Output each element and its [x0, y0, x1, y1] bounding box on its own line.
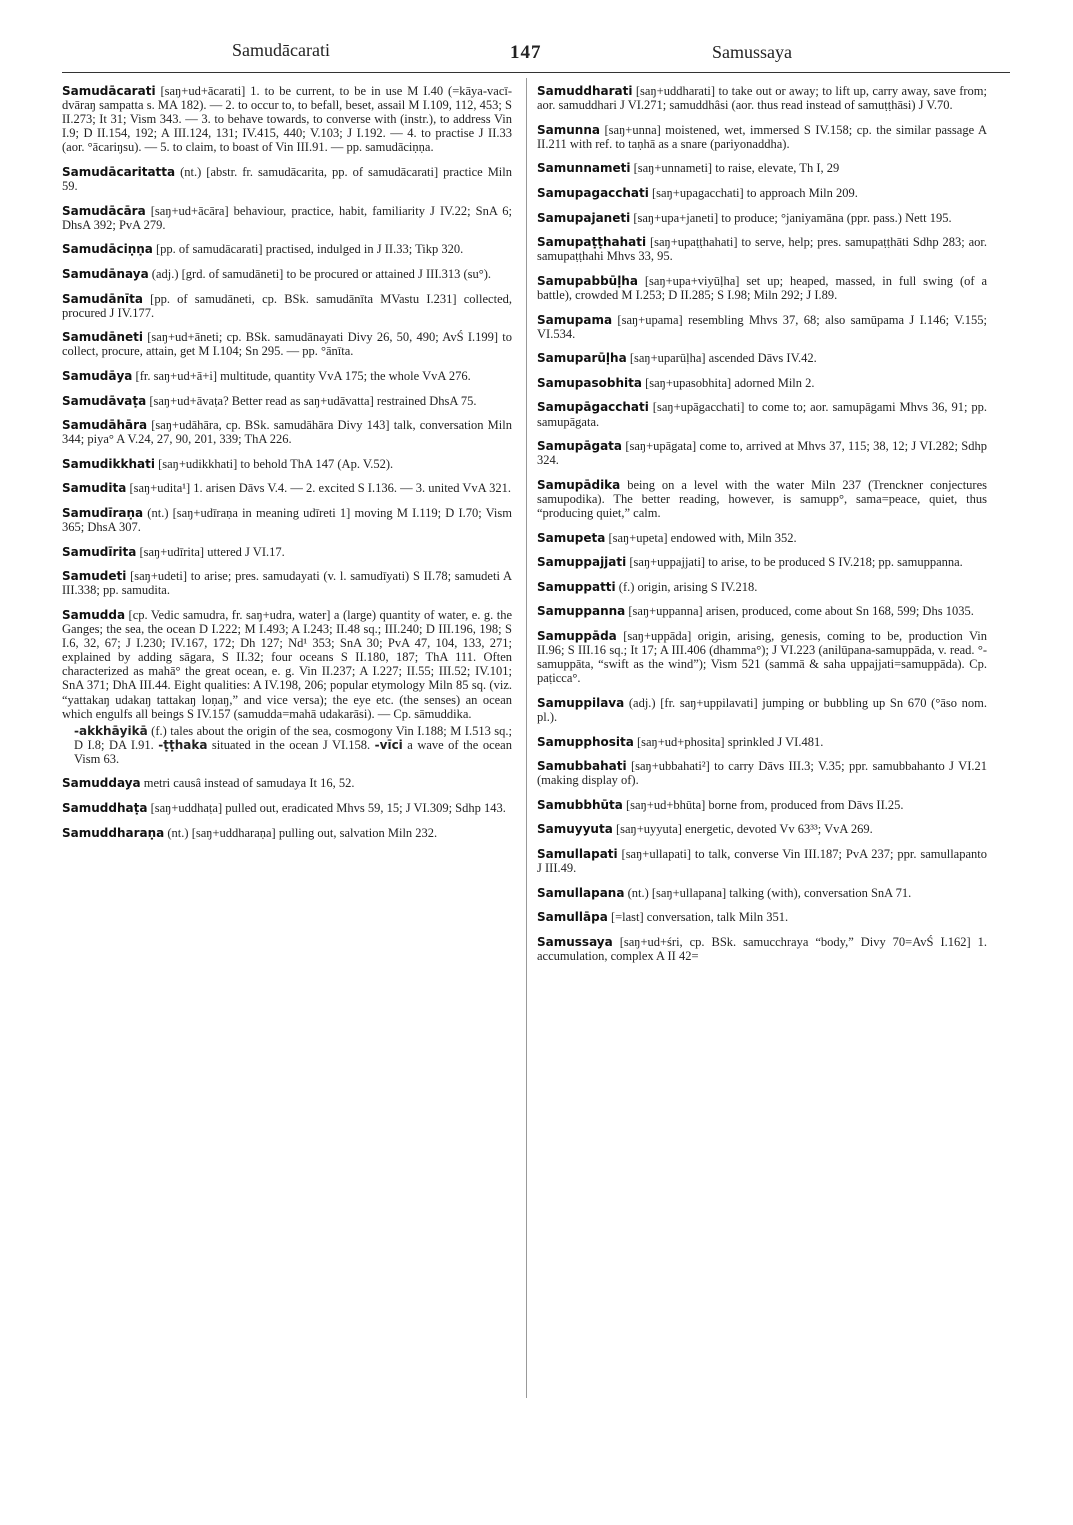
left-column: [62, 84, 512, 850]
dictionary-entry: [537, 313, 987, 341]
entry-definition: [saŋ+ud+āneti; cp. BSk. samudānayati Divy 26, 50, 490; AvŚ I.199] to collect, procure, attain, get M I.104; Sn 295. — pp. °ānīta.: [62, 330, 512, 359]
entry-headword: Samupeta: [537, 530, 606, 545]
entry-headword: Samuppanna: [537, 604, 626, 619]
dictionary-entry: [62, 457, 512, 471]
header-right-word: Samussaya: [712, 42, 792, 62]
entry-definition: (nt.) [abstr. fr. samudācarita, pp. of samudācarati] practice Miln 59.: [62, 164, 512, 194]
entry-headword: Samudāvaṭa: [62, 393, 147, 408]
entry-definition: (nt.) [saŋ+udīraṇa in meaning udīreti 1] moving M I.119; D I.70; Vism 365; DhsA 307.: [62, 505, 512, 535]
dictionary-entry: [537, 351, 987, 365]
entry-definition: [saŋ+udita¹] 1. arisen Dāvs V.4. — 2. excited S I.136. — 3. united VvA 321.: [126, 481, 511, 496]
entry-definition: (adj.) [grd. of samudāneti] to be procured or attained J III.313 (su°).: [148, 266, 492, 281]
entry-definition: [fr. saŋ+ud+ā+i] multitude, quantity VvA 175; the whole VvA 276.: [132, 368, 471, 383]
entry-headword: Samupabbūḷha: [537, 273, 638, 288]
entry-headword: Samupāgacchati: [537, 400, 649, 415]
entry-definition: (f.) origin, arising S IV.218.: [615, 579, 758, 594]
entry-headword: Samudāhāra: [62, 418, 148, 433]
entry-headword: Samubbahati: [537, 759, 627, 774]
entry-headword: Samuddharaṇa: [62, 825, 165, 840]
entry-headword: Samuddhaṭa: [62, 801, 148, 816]
entry-definition: [saŋ+upāgata] come to, arrived at Mhvs 37, 115; 38, 12; J VI.282; Sdhp 324.: [537, 439, 987, 468]
dictionary-entry: [537, 274, 987, 302]
entry-definition: [saŋ+ud+śri, cp. BSk. samucchraya “body,” Divy 70=AvŚ I.162] 1. accumulation, complex A II 42=: [537, 934, 987, 963]
entry-headword: Samupādika: [537, 477, 621, 492]
entry-definition: [saŋ+unnameti] to raise, elevate, Th I, 29: [630, 161, 840, 176]
entry-definition: metri causâ instead of samudaya It 16, 52.: [140, 776, 355, 791]
entry-definition: [pp. of samudāneti, cp. BSk. samudānīta MVastu I.231] collected, procured J IV.177.: [62, 291, 512, 320]
entry-definition: [=last] conversation, talk Miln 351.: [607, 910, 789, 925]
entry-definition: [saŋ+ud+bhūta] borne from, produced from Dāvs II.25.: [622, 797, 904, 812]
dictionary-entry: [537, 235, 987, 263]
dictionary-entry: [62, 165, 512, 193]
column-divider: [526, 78, 527, 1398]
entry-definition: [saŋ+udeti] to arise; pres. samudayati (v. l. samudīyati) S II.78; samudeti A III.338; pp. samudita.: [62, 569, 512, 598]
entry-definition: [saŋ+upeta] endowed with, Miln 352.: [605, 530, 797, 545]
dictionary-entry: [62, 569, 512, 597]
entry-definition: [pp. of samudācarati] practised, indulged in J II.33; Tikp 320.: [152, 242, 464, 257]
dictionary-entry: [537, 604, 987, 618]
entry-headword: Samudeti: [62, 569, 127, 584]
entry-headword: Samudikkhati: [62, 456, 155, 471]
entry-definition: [saŋ+upagacchati] to approach Miln 209.: [648, 185, 858, 200]
entry-headword: Samupāgata: [537, 439, 622, 454]
entry-headword: Samudāya: [62, 368, 133, 383]
header-left-word: Samudācarati: [232, 40, 330, 60]
entry-headword: Samussaya: [537, 934, 613, 949]
dictionary-entry: [537, 161, 987, 175]
dictionary-entry: [537, 439, 987, 467]
dictionary-entry: [537, 211, 987, 225]
dictionary-entry: [62, 204, 512, 232]
dictionary-entry: [537, 376, 987, 390]
entry-definition: [cp. Vedic samudra, fr. saŋ+udra, water] a (large) quantity of water, e. g. the Ganges; the sea, the ocean D I.222; M I.493; A I.243; II.48 sq.; III.240; D III.196, 198; S I.6, 32, 67; J I.230; IV.167, 172; Dh 127; Nd¹ 353; SnA 30; PvA 47, 104, 133, 271; explained by adding sāgara, S II.32; four oceans S II.180, 187; ThA 111. Often characterized as mahā° the great ocean, e. g. Vin II.237; A I.227; II.55; III.52; IV.101; SnA 371; DhA III.44. Eight qualities: A IV.198, 206; popular etymology Miln 85 sq. (viz. “yattakaŋ udakaŋ tattakaŋ loṇaŋ,” and vice versa); the eye etc. (the senses) an ocean which engulfs all beings S IV.157 (samudda=mahā udakarāsi). — Cp. sāmuddika.: [62, 607, 512, 721]
compound-headword: -akkhāyikā: [74, 723, 148, 738]
dictionary-entry: [537, 84, 987, 112]
entry-headword: Samunnameti: [537, 161, 631, 176]
entry-headword: Samudda: [62, 607, 126, 622]
entry-definition: [saŋ+ud+āvaṭa? Better read as saŋ+udāvatta] restrained DhsA 75.: [146, 393, 477, 408]
entry-definition: (nt.) [saŋ+ullapana] talking (with), conversation SnA 71.: [624, 885, 912, 900]
dictionary-entry: [537, 696, 987, 724]
entry-headword: Samullapati: [537, 846, 618, 861]
entry-headword: Samudācaritatta: [62, 164, 176, 179]
dictionary-entry: [537, 555, 987, 569]
entry-definition: [saŋ+ud+phosita] sprinkled J VI.481.: [633, 734, 824, 749]
dictionary-entry: [537, 735, 987, 749]
dictionary-entry: [537, 759, 987, 787]
entry-headword: Samupasobhita: [537, 375, 642, 390]
dictionary-entry: [537, 798, 987, 812]
entry-definition: [saŋ+upa+janeti] to produce; °janiyamāna (ppr. pass.) Nett 195.: [630, 210, 952, 225]
entry-headword: Samubbhūta: [537, 797, 623, 812]
dictionary-entry: [62, 292, 512, 320]
dictionary-entry: [62, 242, 512, 256]
dictionary-entry: [62, 84, 512, 154]
entry-headword: Samudāciṇṇa: [62, 242, 153, 257]
dictionary-entry: [62, 801, 512, 815]
entry-headword: Samudānīta: [62, 291, 143, 306]
entry-headword: Samudīrita: [62, 544, 137, 559]
entry-definition: [saŋ+uppajjati] to arise, to be produced S IV.218; pp. samuppanna.: [626, 555, 963, 570]
dictionary-entry: [62, 330, 512, 358]
entry-headword: Samuparūḷha: [537, 351, 627, 366]
entry-headword: Samullāpa: [537, 910, 608, 925]
dictionary-entry: [537, 822, 987, 836]
compound-definition: situated in the ocean J VI.158.: [207, 737, 375, 752]
compound-subentries: [62, 724, 512, 766]
dictionary-entry: [537, 629, 987, 685]
entry-definition: [saŋ+upama] resembling Mhvs 37, 68; also samūpama J I.146; V.155; VI.534.: [537, 312, 987, 341]
entry-headword: Samudācāra: [62, 203, 146, 218]
entry-definition: [saŋ+ud+ācāra] behaviour, practice, habit, familiarity J IV.22; SnA 6; DhsA 392; PvA 279.: [62, 203, 512, 232]
entry-headword: Samuppatti: [537, 579, 616, 594]
entry-headword: Samudānaya: [62, 266, 149, 281]
entry-definition: [saŋ+upāgacchati] to come to; aor. samupāgami Mhvs 36, 91; pp. samupāgata.: [537, 400, 987, 429]
right-column: [537, 84, 987, 974]
dictionary-entry: [62, 369, 512, 383]
entry-definition: [saŋ+uddharati] to take out or away; to lift up, carry away, save from; aor. samuddhari J VI.271; samuddhâsi (aor. thus read instead of samuṭṭhāsi) J V.70.: [537, 84, 987, 113]
entry-headword: Samunna: [537, 122, 600, 137]
dictionary-entry: [62, 418, 512, 446]
dictionary-entry: [537, 531, 987, 545]
entry-definition: [saŋ+ubbahati²] to carry Dāvs III.3; V.35; ppr. samubbahanto J VI.21 (making display of).: [537, 759, 987, 788]
dictionary-entry: [62, 545, 512, 559]
entry-headword: Samupphosita: [537, 734, 634, 749]
dictionary-entry: [62, 267, 512, 281]
dictionary-entry: [537, 910, 987, 924]
compound-headword: -vīci: [374, 737, 403, 752]
entry-definition: [saŋ+unna] moistened, wet, immersed S IV.158; cp. the similar passage A II.211 with ref. to taṇhā as a snare (pariyonaddha).: [537, 122, 987, 151]
entry-definition: [saŋ+ullapati] to talk, converse Vin III.187; PvA 237; ppr. samullapanto J III.49.: [537, 846, 987, 876]
dictionary-entry: [537, 123, 987, 151]
entry-definition: (nt.) [saŋ+uddharaṇa] pulling out, salvation Miln 232.: [164, 825, 438, 840]
dictionary-entry: [537, 847, 987, 875]
entry-definition: [saŋ+uparūḷha] ascended Dāvs IV.42.: [626, 351, 817, 366]
dictionary-entry: [537, 186, 987, 200]
dictionary-entry: [537, 478, 987, 520]
entry-headword: Samudāneti: [62, 330, 144, 345]
dictionary-entry: [62, 826, 512, 840]
entry-definition: [saŋ+udikkhati] to behold ThA 147 (Ap. V.52).: [154, 456, 394, 471]
dictionary-entry: [62, 608, 512, 766]
compound-definition: a wave of the ocean Vism 63.: [74, 737, 512, 766]
entry-definition: [saŋ+uyyuta] energetic, devoted Vv 63³³; VvA 269.: [612, 822, 873, 837]
entry-headword: Samuppajjati: [537, 555, 627, 570]
entry-definition: [saŋ+upa+viyūḷha] set up; heaped, massed, in full swing (of a battle), crowded M I.253; D II.285; S I.98; Miln 292; J I.89.: [537, 273, 987, 302]
entry-definition: [saŋ+uddhaṭa] pulled out, eradicated Mhvs 59, 15; J VI.309; Sdhp 143.: [147, 801, 506, 816]
dictionary-entry: [62, 481, 512, 495]
entry-headword: Samuddaya: [62, 776, 141, 791]
dictionary-entry: [537, 400, 987, 428]
dictionary-entry: [62, 394, 512, 408]
entry-headword: Samuppilava: [537, 695, 625, 710]
dictionary-entry: [537, 935, 987, 963]
compound-headword: -ṭṭhaka: [158, 737, 208, 752]
entry-headword: Samudīraṇa: [62, 505, 144, 520]
entry-definition: [saŋ+uppāda] origin, arising, genesis, coming to be, production Vin II.96; S III.16 sq.; It 17; A III.406 (dhamma°); J VI.223 (anilūpana-samuppāda, v. read. °-samuppāta, “swift as the wind”); Vism 521 (sammā & saha uppajjati=samuppāda). Cp. paṭicca°.: [537, 628, 987, 686]
entry-definition: [saŋ+udāhāra, cp. BSk. samudāhāra Divy 143] talk, conversation Miln 344; piya° A V.24, 27, 90, 201, 339; ThA 226.: [62, 418, 512, 447]
entry-headword: Samudita: [62, 481, 127, 496]
dictionary-entry: [62, 506, 512, 534]
dictionary-entry: [62, 776, 512, 790]
entry-definition: being on a level with the water Miln 237 (Trenckner conjectures samupodika). The better reading, however, is samupp°, sama=peace, quiet, thus “producing quiet,” calm.: [537, 477, 987, 520]
entry-definition: [saŋ+uppanna] arisen, produced, come about Sn 168, 599; Dhs 1035.: [625, 604, 974, 619]
entry-definition: [saŋ+upasobhita] adorned Miln 2.: [641, 375, 815, 390]
page-header: [62, 40, 1012, 72]
entry-headword: Samudācarati: [62, 84, 156, 98]
compound-definition: (f.) tales about the origin of the sea, cosmogony Vin I.188; M I.513 sq.; D I.8; DA I.91.: [74, 723, 512, 752]
entry-definition: [saŋ+upaṭṭhahati] to serve, help; pres. samupaṭṭhāti Sdhp 283; aor. samupaṭṭhahi Mhvs 33, 95.: [537, 235, 987, 264]
entry-headword: Samupagacchati: [537, 185, 649, 200]
entry-headword: Samupama: [537, 312, 613, 327]
entry-headword: Samupajaneti: [537, 210, 631, 225]
entry-definition: [saŋ+udīrita] uttered J VI.17.: [136, 544, 285, 559]
entry-headword: Samullapana: [537, 885, 625, 900]
entry-headword: Samuddharati: [537, 84, 633, 98]
entry-headword: Samuppāda: [537, 628, 617, 643]
dictionary-entry: [537, 580, 987, 594]
entry-headword: Samuyyuta: [537, 822, 613, 837]
entry-headword: Samupaṭṭhahati: [537, 235, 647, 250]
header-rule: [62, 72, 1010, 73]
dictionary-entry: [537, 886, 987, 900]
entry-definition: [saŋ+ud+ācarati] 1. to be current, to be in use M I.40 (=kāya-vacī-dvāraŋ sampatta s. MA 182). — 2. to occur to, to befall, beset, assail M I.109, 112, 453; S II.273; It 31; Vism 343. — 3. to behave towards, to converse with (instr.), to address Vin I.9; D II.154, 192; A III.124, 131; IV.415, 440; V.103; J I.192. — 4. to practise J II.33 (aor. °ācariŋsu). — 5. to claim, to boast of Vin III.91. — pp. samudāciṇṇa.: [62, 84, 512, 155]
entry-definition: (adj.) [fr. saŋ+uppilavati] jumping or bubbling up Sn 670 (°āso nom. pl.).: [537, 695, 987, 724]
page-number: 147: [510, 42, 542, 63]
